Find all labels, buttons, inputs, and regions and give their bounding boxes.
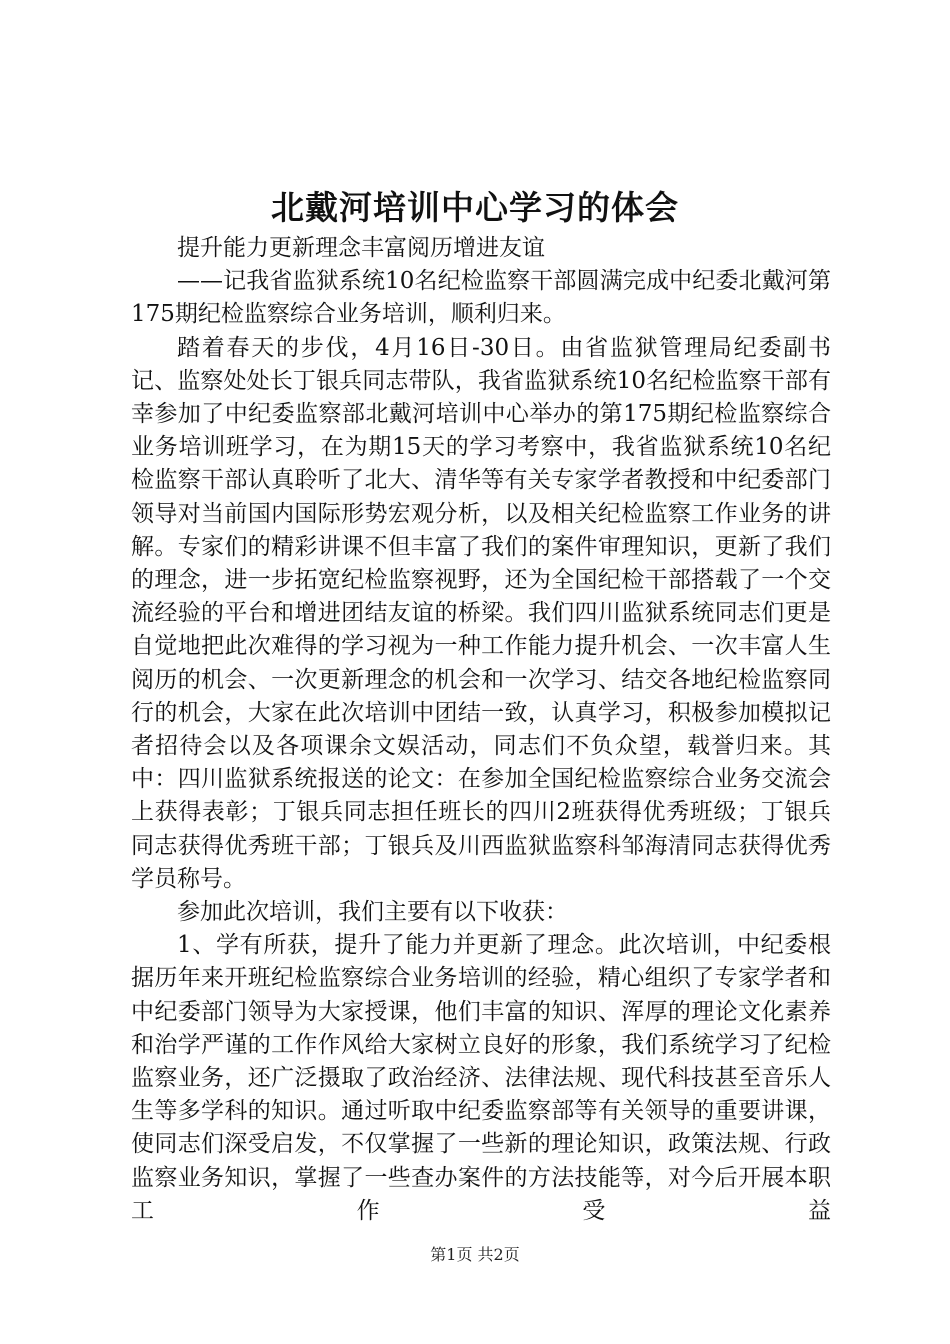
subtitle-paragraph: 提升能力更新理念丰富阅历增进友谊 [177,235,545,261]
body-paragraph: 1、学有所获，提升了能力并更新了理念。此次培训，中纪委根据历年来开班纪检监察综合业务培训的经验，精心组织了专家学者和中纪委部门领导为大家授课，他们丰富的知识、浑厚的理论文化素养和治学严谨的工作作风给大家树立良好的形象，我们系统学习了纪检监察业务，还广泛摄取了政治经济、法律法规、现代科技甚至音乐人生等多学科的知识。通过听取中纪委监察部等有关领导的重要讲课，使同志们深受启发，不仅掌握了一些新的理论知识，政策法规、行政监察业务知识，掌握了一些查办案件的方法技能等，对今后开展本职工作受益 [131,932,831,1224]
document-body [131,232,831,1228]
body-paragraph: 踏着春天的步伐，4月16日-30日。由省监狱管理局纪委副书记、监察处处长丁银兵同志带队，我省监狱系统10名纪检监察干部有幸参加了中纪委监察部北戴河培训中心举办的第175期纪检监察综合业务培训班学习，在为期15天的学习考察中，我省监狱系统10名纪检监察干部认真聆听了北大、清华等有关专家学者教授和中纪委部门领导对当前国内国际形势宏观分析，以及相关纪检监察工作业务的讲解。专家们的精彩讲课不但丰富了我们的案件审理知识，更新了我们的理念，进一步拓宽纪检监察视野，还为全国纪检干部搭载了一个交流经验的平台和增进团结友谊的桥梁。我们四川监狱系统同志们更是自觉地把此次难得的学习视为一种工作能力提升机会、一次丰富人生阅历的机会、一次更新理念的机会和一次学习、结交各地纪检监察同行的机会，大家在此次培训中团结一致，认真学习，积极参加模拟记者招待会以及各项课余文娱活动，同志们不负众望，载誉归来。其中：四川监狱系统报送的论文：在参加全国纪检监察综合业务交流会上获得表彰；丁银兵同志担任班长的四川2班获得优秀班级；丁银兵同志获得优秀班干部；丁银兵及川西监狱监察科邹海清同志获得优秀学员称号。 [131,334,831,892]
page-number-footer: 第1页 共2页 [430,1245,520,1264]
body-paragraph: 参加此次培训，我们主要有以下收获： [177,899,568,926]
document-title: 北戴河培训中心学习的体会 [271,188,679,227]
subtitle-note-paragraph: ——记我省监狱系统10名纪检监察干部圆满完成中纪委北戴河第175期纪检监察综合业务培训，顺利归来。 [131,268,831,328]
